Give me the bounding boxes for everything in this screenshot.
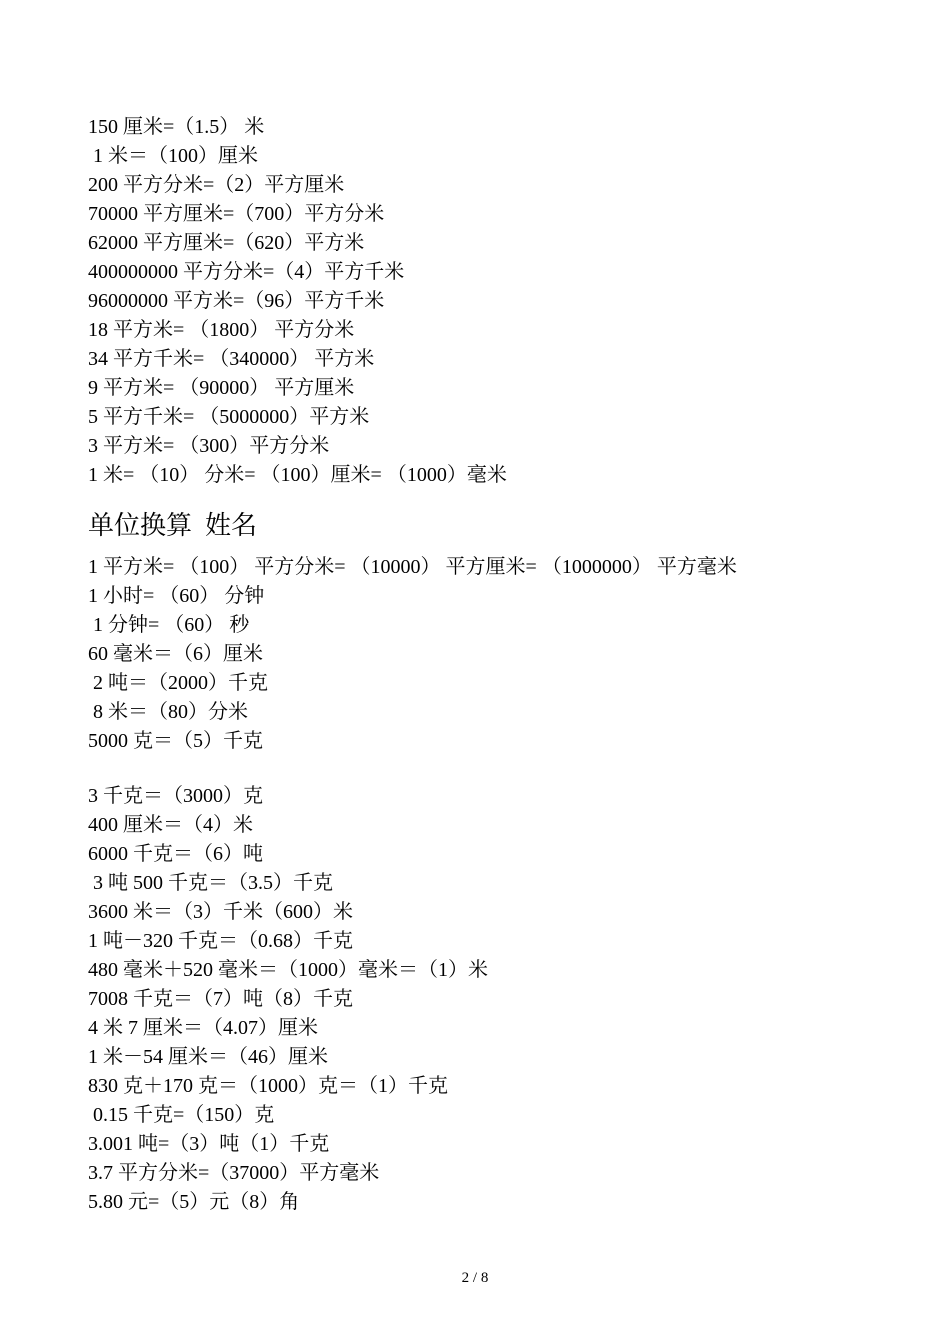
conversion-line: 60 毫米＝（6）厘米	[88, 643, 263, 665]
conversion-line: 3.001 吨=（3）吨（1）千克	[88, 1133, 330, 1155]
conversion-list-2	[88, 553, 908, 756]
conversion-line: 9 平方米= （90000） 平方厘米	[88, 377, 355, 399]
conversion-line: 1 平方米= （100） 平方分米= （10000） 平方厘米= （1000000） 平方毫米	[88, 556, 737, 578]
conversion-line: 0.15 千克=（150）克	[88, 1104, 275, 1126]
conversion-line: 34 平方千米= （340000） 平方米	[88, 348, 375, 370]
conversion-line: 1 米＝（100）厘米	[88, 145, 258, 167]
conversion-line: 7008 千克＝（7）吨（8）千克	[88, 988, 353, 1010]
conversion-line: 830 克＋170 克＝（1000）克＝（1）千克	[88, 1075, 448, 1097]
conversion-list-3	[88, 782, 908, 1217]
conversion-line: 150 厘米=（1.5） 米	[88, 116, 265, 138]
conversion-line: 480 毫米＋520 毫米＝（1000）毫米＝（1）米	[88, 959, 488, 981]
conversion-line: 18 平方米= （1800） 平方分米	[88, 319, 355, 341]
conversion-line: 5000 克＝（5）千克	[88, 730, 263, 752]
conversion-list-1	[88, 113, 908, 490]
page-number: 2 / 8	[461, 1270, 489, 1286]
conversion-line: 1 吨－320 千克＝（0.68）千克	[88, 930, 353, 952]
conversion-line: 1 米－54 厘米＝（46）厘米	[88, 1046, 328, 1068]
conversion-line: 1 小时= （60） 分钟	[88, 585, 265, 607]
conversion-line: 200 平方分米=（2）平方厘米	[88, 174, 345, 196]
conversion-line: 3 千克＝（3000）克	[88, 785, 263, 807]
conversion-line: 400 厘米＝（4）米	[88, 814, 253, 836]
conversion-line: 5.80 元=（5）元（8）角	[88, 1191, 300, 1213]
conversion-line: 8 米＝（80）分米	[88, 701, 248, 723]
conversion-line: 1 米= （10） 分米= （100）厘米= （1000）毫米	[88, 464, 507, 486]
conversion-line: 96000000 平方米=（96）平方千米	[88, 290, 385, 312]
conversion-line: 3 吨 500 千克＝（3.5）千克	[88, 872, 333, 894]
conversion-line: 2 吨＝（2000）千克	[88, 672, 268, 694]
conversion-line: 6000 千克＝（6）吨	[88, 843, 263, 865]
conversion-line: 5 平方千米= （5000000）平方米	[88, 406, 370, 428]
conversion-line: 4 米 7 厘米＝（4.07）厘米	[88, 1017, 318, 1039]
conversion-line: 70000 平方厘米=（700）平方分米	[88, 203, 385, 225]
section-heading: 单位换算 姓名	[88, 511, 258, 540]
conversion-line: 1 分钟= （60） 秒	[88, 614, 250, 636]
conversion-line: 62000 平方厘米=（620）平方米	[88, 232, 365, 254]
conversion-line: 3.7 平方分米=（37000）平方毫米	[88, 1162, 380, 1184]
conversion-line: 400000000 平方分米=（4）平方千米	[88, 261, 405, 283]
conversion-line: 3600 米＝（3）千米（600）米	[88, 901, 353, 923]
conversion-line: 3 平方米= （300）平方分米	[88, 435, 330, 457]
